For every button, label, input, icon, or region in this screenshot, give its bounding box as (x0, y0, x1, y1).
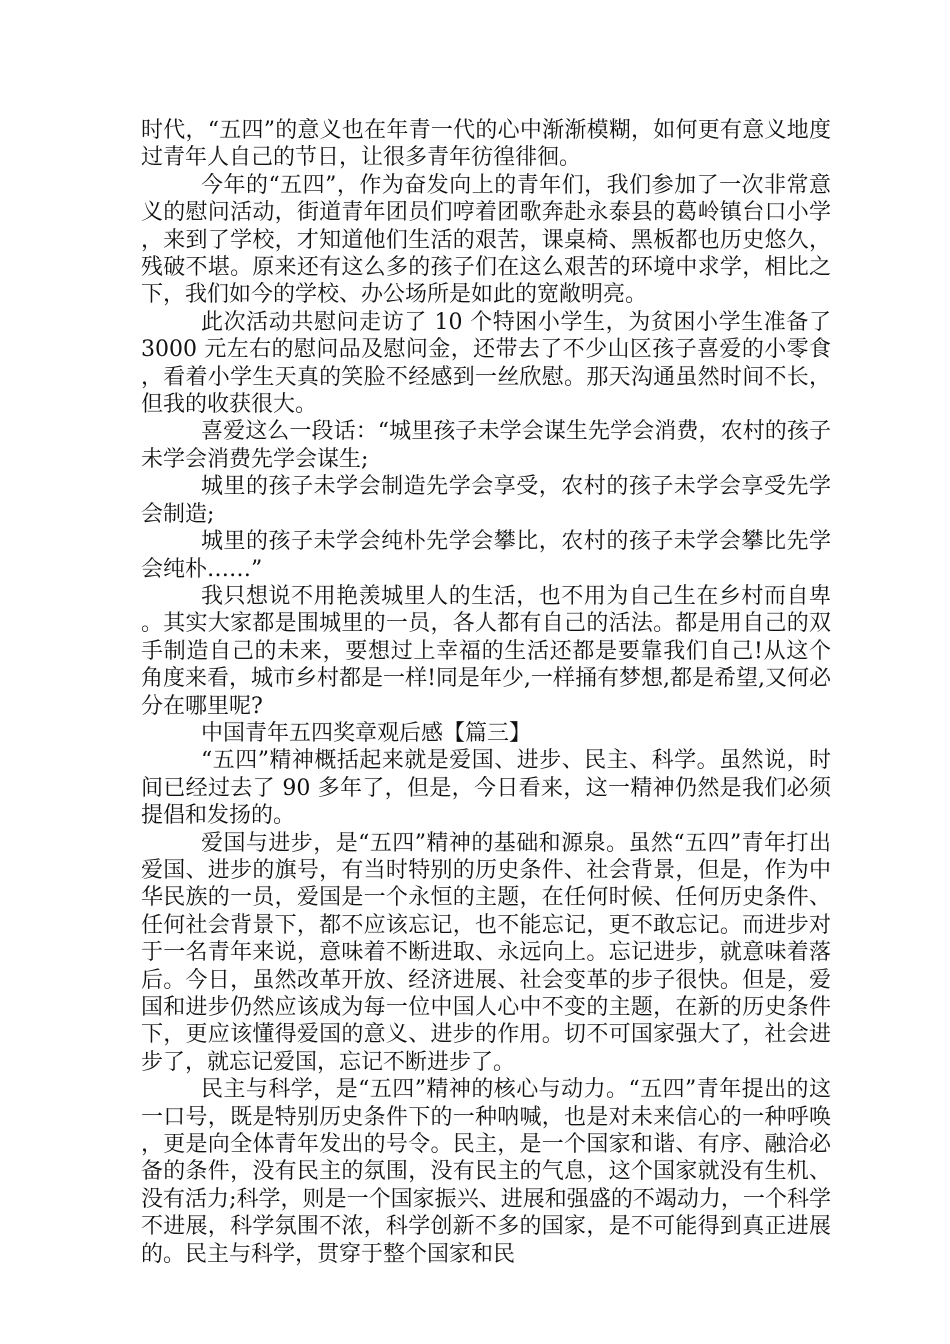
paragraph-4: 喜爱这么一段话：“城里孩子未学会谋生先学会消费，农村的孩子未学会消费先学会谋生; (141, 419, 831, 472)
paragraph-2: 今年的“五四”，作为奋发向上的青年们，我们参加了一次非常意义的慰问活动，街道青年团员们哼着团歌奔赴永泰县的葛岭镇台口小学，来到了学校，才知道他们生活的艰苦，课桌椅、黑板都也历史悠久，残破不堪。原来还有这么多的孩子们在这么艰苦的环境中求学，相比之下，我们如今的学校、办公场所是如此的宽敞明亮。 (141, 172, 831, 308)
paragraph-3: 此次活动共慰问走访了 10 个特困小学生，为贫困小学生准备了 3000 元左右的慰问品及慰问金，还带去了不少山区孩子喜爱的小零食，看着小学生天真的笑脸不经感到一丝欣慰。那天沟通虽然时间不长，但我的收获很大。 (141, 309, 831, 418)
paragraph-5: 城里的孩子未学会制造先学会享受，农村的孩子未学会享受先学会制造; (141, 474, 831, 527)
paragraph-10: 爱国与进步，是“五四”精神的基础和源泉。虽然“五四”青年打出爱国、进步的旗号，有当时特别的历史条件、社会背景，但是，作为中华民族的一员，爱国是一个永恒的主题，在任何时候、任何历史条件、任何社会背景下，都不应该忘记，也不能忘记，更不敢忘记。而进步对于一名青年来说，意味着不断进取、永远向上。忘记进步，就意味着落后。今日，虽然改革开放、经济进展、社会变革的步子很快。但是，爱国和进步仍然应该成为每一位中国人心中不变的主题，在新的历史条件下，更应该懂得爱国的意义、进步的作用。切不可国家强大了，社会进步了，就忘记爱国，忘记不断进步了。 (141, 830, 831, 1075)
document-page (141, 117, 831, 1268)
paragraph-7: 我只想说不用艳羡城里人的生活，也不用为自己生在乡村而自卑。其实大家都是围城里的一员，各人都有自己的活法。都是用自己的双手制造自己的未来，要想过上幸福的生活还都是要靠我们自己!从这个角度来看，城市乡村都是一样!同是年少,一样捅有梦想,都是希望,又何必分在哪里呢? (141, 583, 831, 719)
paragraph-6: 城里的孩子未学会纯朴先学会攀比，农村的孩子未学会攀比先学会纯朴……” (141, 529, 831, 582)
paragraph-9: “五四”精神概括起来就是爱国、进步、民主、科学。虽然说，时间已经过去了 90 多年了，但是，今日看来，这一精神仍然是我们必须提倡和发扬的。 (141, 748, 831, 829)
section-heading-part-three: 中国青年五四奖章观后感【篇三】 (201, 720, 532, 746)
paragraph-11: 民主与科学，是“五四”精神的核心与动力。“五四”青年提出的这一口号，既是特别历史条件下的一种呐喊，也是对未来信心的一种呼唤，更是向全体青年发出的号令。民主，是一个国家和谐、有序、融洽必备的条件，没有民主的氛围，没有民主的气息，这个国家就没有生机、没有活力;科学，则是一个国家振兴、进展和强盛的不竭动力，一个科学不进展，科学氛围不浓，科学创新不多的国家，是不可能得到真正进展的。民主与科学，贯穿于整个国家和民 (141, 1077, 831, 1267)
paragraph-1: 时代，“五四”的意义也在年青一代的心中渐渐模糊，如何更有意义地度过青年人自己的节日，让很多青年彷徨徘徊。 (141, 118, 831, 171)
